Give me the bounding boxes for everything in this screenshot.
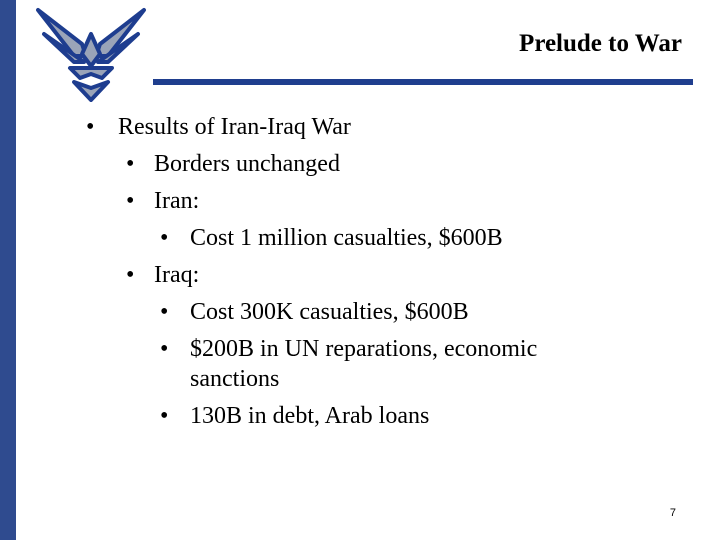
bullet-item <box>126 149 340 179</box>
bullet-text: 130B in debt, Arab loans <box>190 403 430 429</box>
sidebar-stripe <box>0 0 16 540</box>
bullet-dot: • <box>160 403 169 429</box>
air-force-wings-logo-icon <box>30 4 152 102</box>
bullet-item <box>86 112 351 142</box>
bullet-item <box>160 334 537 364</box>
bullet-text: sanctions <box>190 366 280 392</box>
bullet-dot: • <box>86 114 95 140</box>
bullet-dot: • <box>126 262 135 288</box>
bullet-dot: • <box>160 299 169 325</box>
bullet-item <box>160 297 469 327</box>
bullet-dot: • <box>126 188 135 214</box>
slide-title: Prelude to War <box>519 30 682 57</box>
bullet-item <box>160 223 503 253</box>
bullet-text: Iran: <box>154 188 200 214</box>
bullet-text: Cost 300K casualties, $600B <box>190 299 469 325</box>
bullet-item <box>160 401 429 431</box>
bullet-dot: • <box>160 225 169 251</box>
bullet-text: Cost 1 million casualties, $600B <box>190 225 503 251</box>
bullet-text: $200B in UN reparations, economic <box>190 336 538 362</box>
bullet-text: Results of Iran-Iraq War <box>118 114 351 140</box>
title-underline-rule <box>153 79 693 85</box>
bullet-dot: • <box>126 151 135 177</box>
bullet-item-continuation <box>190 364 279 394</box>
bullet-item <box>126 260 199 290</box>
bullet-item <box>126 186 199 216</box>
bullet-text: Iraq: <box>154 262 200 288</box>
slide-number: 7 <box>669 507 676 519</box>
bullet-text: Borders unchanged <box>154 151 340 177</box>
bullet-dot: • <box>160 336 169 362</box>
